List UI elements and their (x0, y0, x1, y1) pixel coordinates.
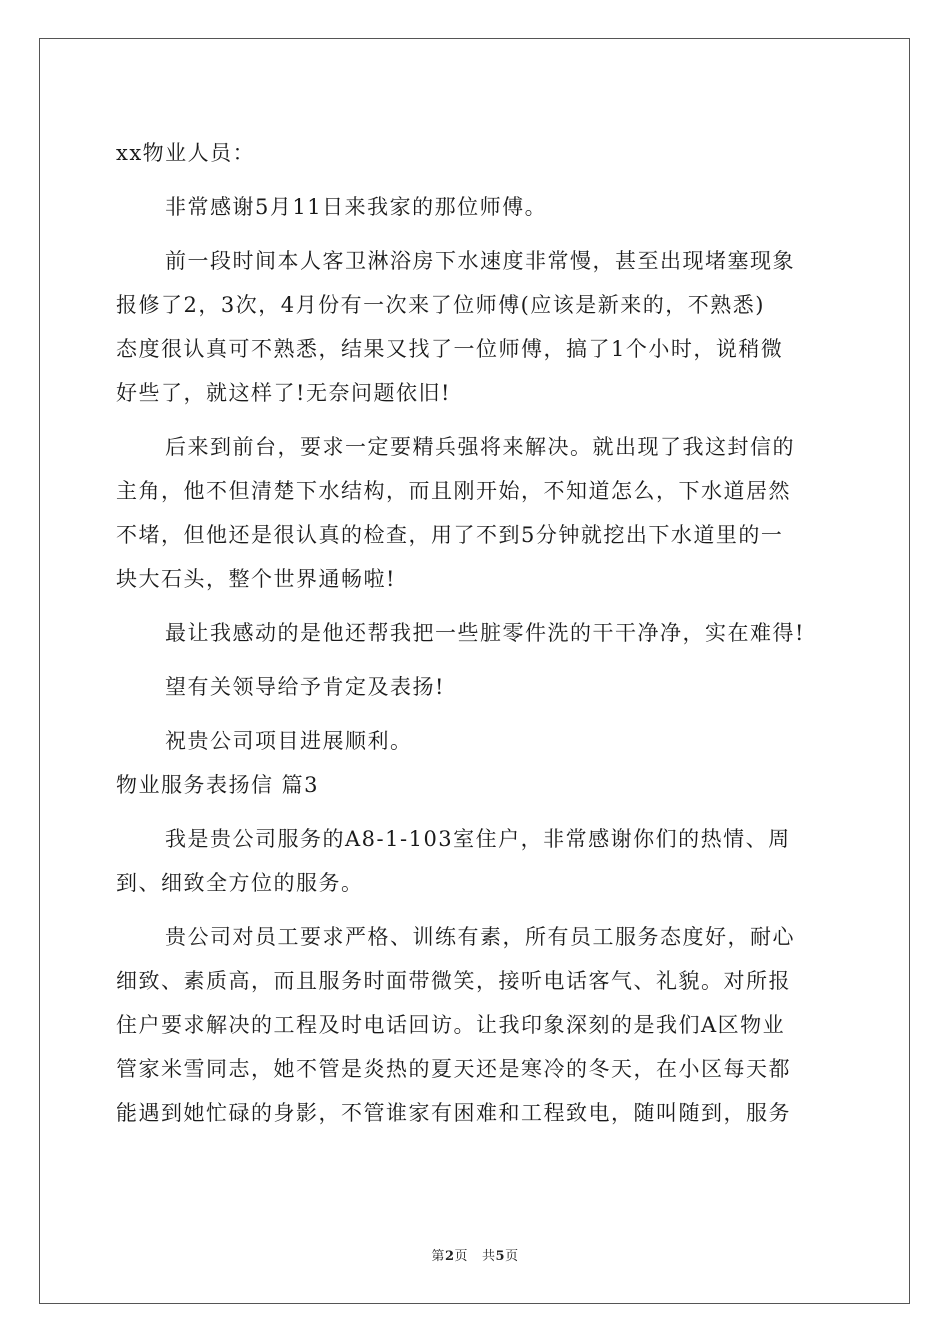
paragraph-line: 态度很认真可不熟悉，结果又找了一位师傅，搞了1个小时，说稍微 (116, 337, 784, 361)
section-paragraph-1 (116, 817, 836, 905)
page-number: 2 (444, 1249, 455, 1264)
paragraph-4 (116, 611, 836, 655)
paragraph-6 (116, 719, 836, 763)
paragraph-2 (116, 239, 836, 415)
total-prefix: 共 (482, 1249, 496, 1264)
section-paragraph-2 (116, 915, 836, 1135)
paragraph-line: 管家米雪同志，她不管是炎热的夏天还是寒冷的冬天，在小区每天都 (116, 1057, 791, 1081)
document-body (116, 131, 836, 1135)
paragraph-line: 前一段时间本人客卫淋浴房下水速度非常慢，甚至出现堵塞现象 (165, 249, 795, 273)
page-suffix: 页 (454, 1249, 468, 1264)
paragraph-line: 到、细致全方位的服务。 (116, 871, 364, 895)
paragraph-line: 住户要求解决的工程及时电话回访。让我印象深刻的是我们A区物业 (116, 1013, 786, 1037)
paragraph-1 (116, 185, 836, 229)
paragraph-line: 细致、素质高，而且服务时面带微笑，接听电话客气、礼貌。对所报 (116, 969, 791, 993)
total-pages: 5 (495, 1249, 506, 1264)
paragraph-line: 报修了2，3次，4月份有一次来了位师傅(应该是新来的，不熟悉) (116, 293, 765, 317)
paragraph-line: 不堵，但他还是很认真的检查，用了不到5分钟就挖出下水道里的一 (116, 523, 784, 547)
paragraph-line: 能遇到她忙碌的身影，不管谁家有困难和工程致电，随叫随到，服务 (116, 1101, 791, 1125)
paragraph-line: 最让我感动的是他还帮我把一些脏零件洗的干干净净，实在难得! (165, 621, 805, 645)
page-footer (0, 1245, 950, 1264)
paragraph-line: 好些了，就这样了!无奈问题依旧! (116, 381, 451, 405)
paragraph-3 (116, 425, 836, 601)
paragraph-line: 贵公司对员工要求严格、训练有素，所有员工服务态度好，耐心 (165, 925, 795, 949)
paragraph-line: 主角，他不但清楚下水结构，而且刚开始，不知道怎么，下水道居然 (116, 479, 791, 503)
page-prefix: 第 (431, 1249, 445, 1264)
section-heading: 物业服务表扬信 篇3 (116, 773, 320, 797)
paragraph-5 (116, 665, 836, 709)
paragraph-line: 望有关领导给予肯定及表扬! (165, 675, 445, 699)
total-suffix: 页 (505, 1249, 519, 1264)
paragraph-line: 块大石头，整个世界通畅啦! (116, 567, 396, 591)
paragraph-line: 祝贵公司项目进展顺利。 (165, 729, 413, 753)
paragraph-line: 非常感谢5月11日来我家的那位师傅。 (165, 195, 548, 219)
paragraph-line: 后来到前台，要求一定要精兵强将来解决。就出现了我这封信的 (165, 435, 795, 459)
salutation: xx物业人员： (116, 141, 256, 165)
paragraph-line: 我是贵公司服务的A8-1-103室住户，非常感谢你们的热情、周 (165, 827, 791, 851)
